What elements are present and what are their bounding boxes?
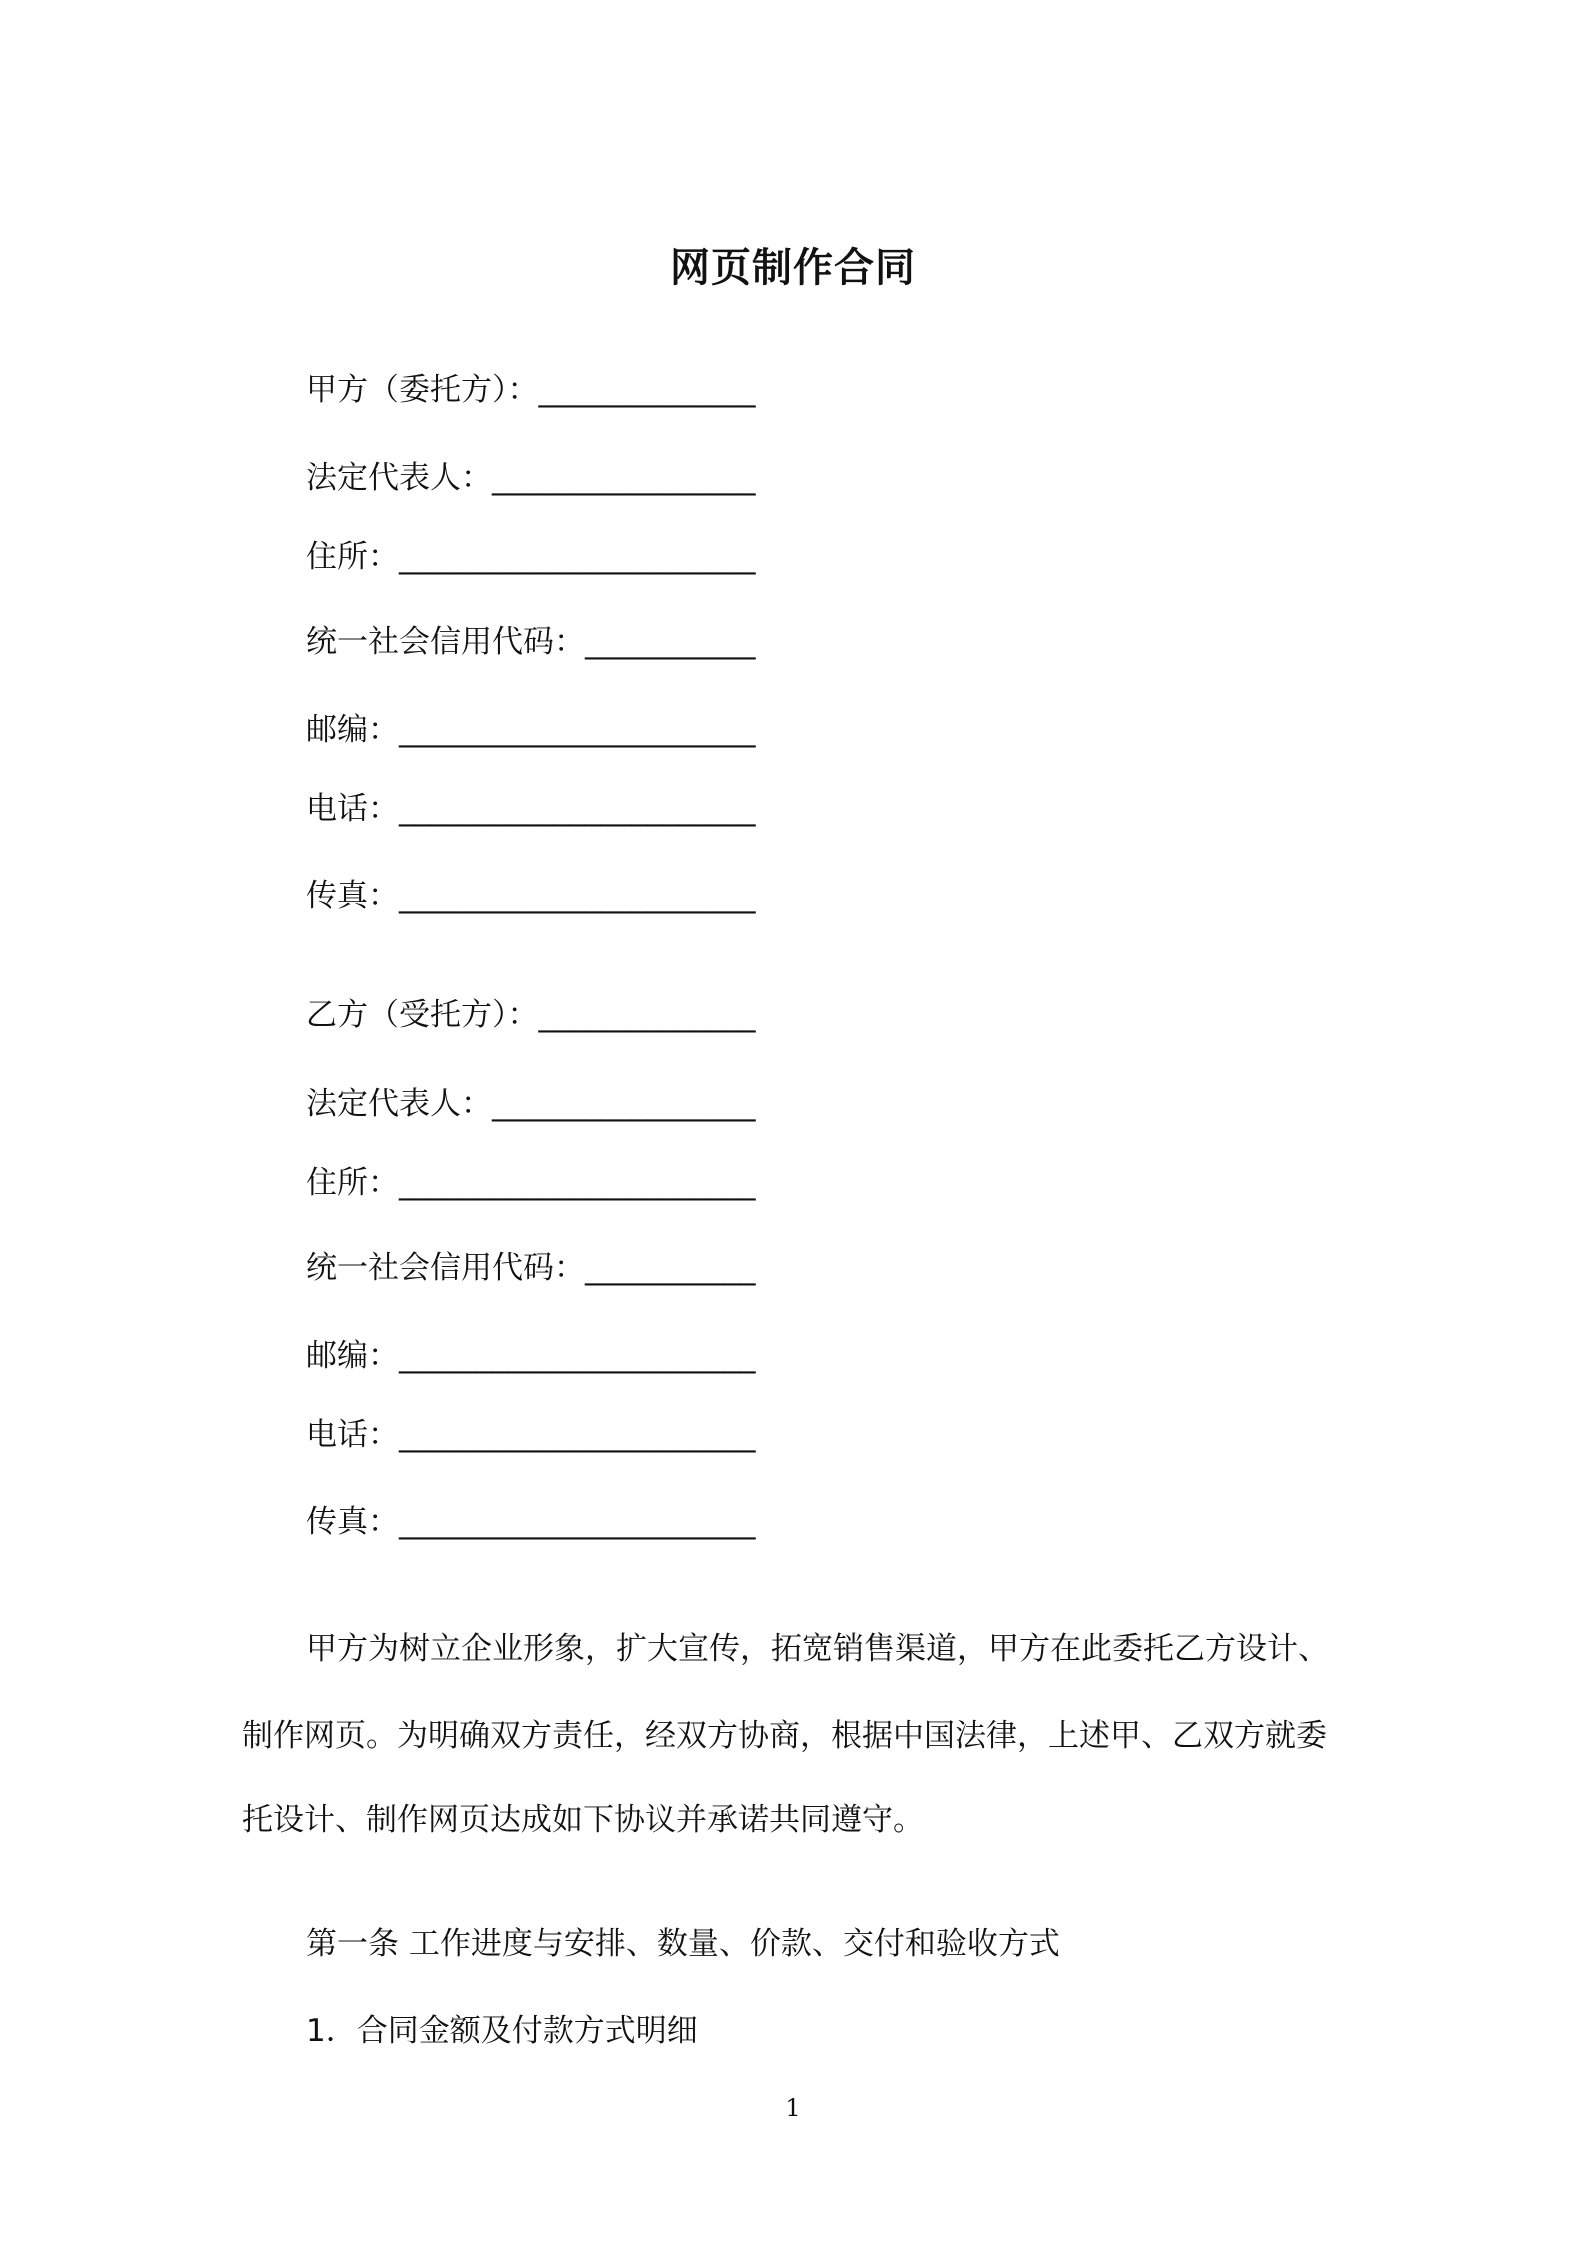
preamble-line-2: 制作网页。为明确双方责任，经双方协商，根据中国法律，上述甲、乙双方就委 [242,1718,1327,1754]
party-a-phone-field: 电话：_______________________ [306,791,756,827]
party-b-address-field: 住所：_______________________ [306,1165,756,1201]
party-a-representative-field: 法定代表人：_________________ [306,460,756,496]
article-1-heading: 第一条 工作进度与安排、数量、价款、交付和验收方式 [306,1926,1060,1962]
party-b-phone-field: 电话：_______________________ [306,1417,756,1453]
preamble-line-1: 甲方为树立企业形象，扩大宣传，拓宽销售渠道，甲方在此委托乙方设计、 [306,1631,1329,1667]
party-b-credit-code-field: 统一社会信用代码：___________ [306,1250,756,1286]
article-1-item-1: 1．合同金额及付款方式明细 [306,2013,698,2049]
party-b-fax-field: 传真：_______________________ [306,1504,756,1540]
party-b-representative-field: 法定代表人：_________________ [306,1086,756,1122]
party-b-postcode-field: 邮编：_______________________ [306,1338,756,1374]
party-a-name-field: 甲方（委托方）：______________ [306,372,756,408]
party-a-fax-field: 传真：_______________________ [306,878,756,914]
party-a-address-field: 住所：_______________________ [306,539,756,575]
page-number: 1 [785,2094,801,2122]
party-a-postcode-field: 邮编：_______________________ [306,712,756,748]
party-b-name-field: 乙方（受托方）：______________ [306,997,756,1033]
document-title: 网页制作合同 [670,245,916,291]
preamble-line-3: 托设计、制作网页达成如下协议并承诺共同遵守。 [242,1802,924,1838]
party-a-credit-code-field: 统一社会信用代码：___________ [306,624,756,660]
